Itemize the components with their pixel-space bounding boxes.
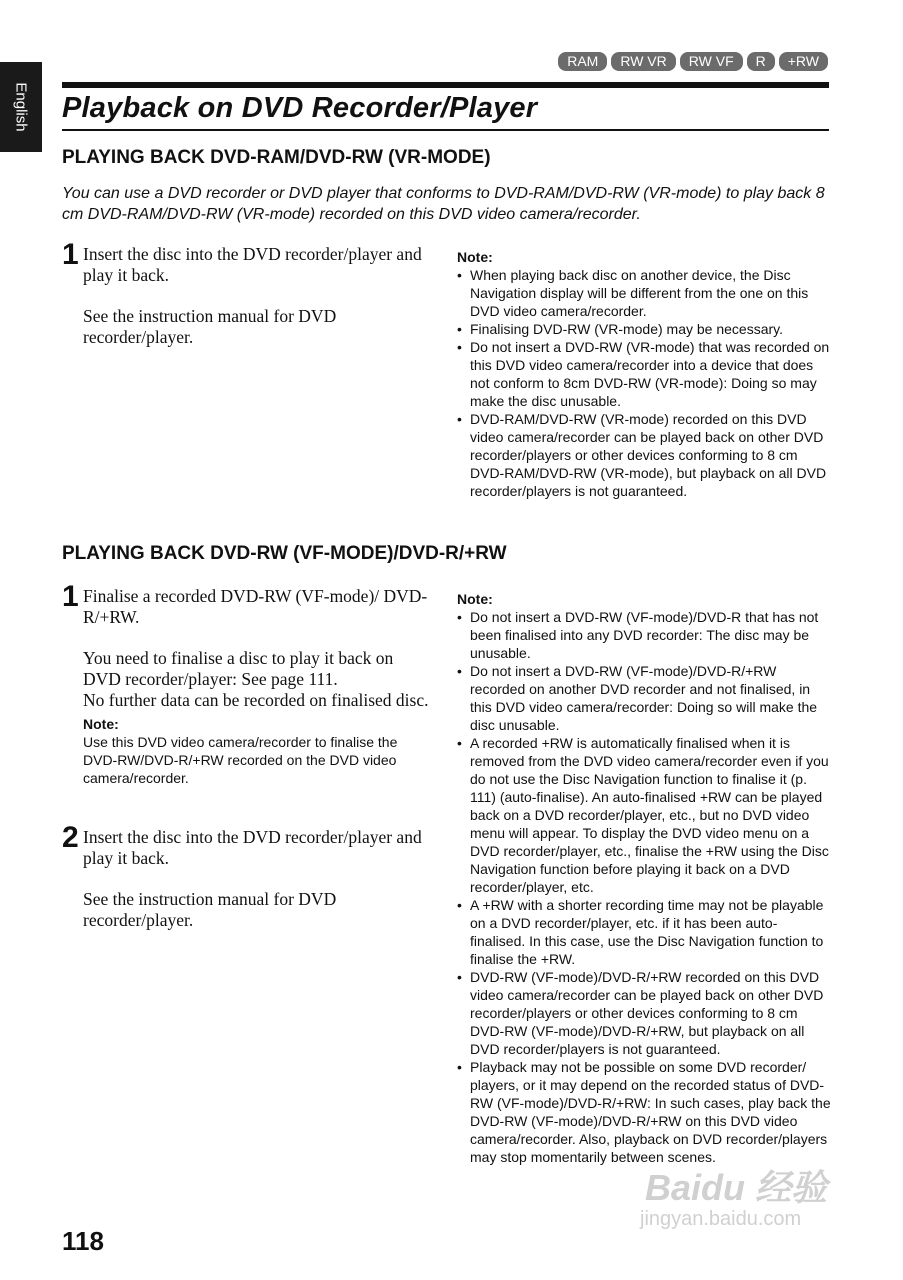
disc-tag-r: R [747, 52, 775, 71]
note-item: • DVD-RW (VF-mode)/DVD-R/+RW recorded on this DVD video camera/recorder can be played back on other DVD recorder/players or other devices conforming to 8 cm DVD-RW (VF-mode)/DVD-R/+RW, but playback on all DVD recorder/players is not guaranteed. [457, 968, 832, 1058]
step-detail-extra: No further data can be recorded on finalised disc. [83, 690, 429, 710]
step-detail: You need to finalise a disc to play it back on DVD recorder/player: See page 111. [83, 648, 394, 689]
disc-type-tags [558, 52, 828, 71]
note-label: Note: [457, 249, 493, 265]
section2-note [457, 590, 832, 1166]
note-label: Note: [83, 716, 119, 732]
step-number: 1 [62, 238, 79, 271]
watermark-url: jingyan.baidu.com [640, 1208, 802, 1230]
section2-step1 [62, 580, 432, 787]
step-detail: See the instruction manual for DVD recorder/player. [83, 306, 337, 347]
title-bar [62, 82, 829, 88]
step-text: Insert the disc into the DVD recorder/player and play it back. [83, 827, 422, 868]
step-detail: See the instruction manual for DVD recorder/player. [83, 889, 337, 930]
title-rule [62, 129, 829, 131]
watermark-main: Baidu 经验 [645, 1167, 828, 1208]
disc-tag-rw-vr: RW VR [611, 52, 675, 71]
note-item: • DVD-RAM/DVD-RW (VR-mode) recorded on this DVD video camera/recorder can be played back on other DVD recorder/players or other devices conforming to 8 cm DVD-RAM/DVD-RW (VR-mode), but playback on all DVD recorder/players is not guaranteed. [457, 410, 832, 500]
disc-tag-rw-vf: RW VF [680, 52, 743, 71]
note-item: • Do not insert a DVD-RW (VF-mode)/DVD-R/+RW recorded on another DVD recorder and not finalised, in this DVD video camera/recorder: Doing so will make the disc unusable. [457, 662, 832, 734]
note-text: Use this DVD video camera/recorder to finalise the DVD-RW/DVD-R/+RW recorded on the DVD video camera/recorder. [83, 734, 398, 786]
section1-heading: PLAYING BACK DVD-RAM/DVD-RW (VR-MODE) [62, 147, 491, 168]
step-text: Insert the disc into the DVD recorder/player and play it back. [83, 244, 422, 285]
section2-step2 [62, 821, 432, 931]
disc-tag-plus-rw: +RW [779, 52, 828, 71]
step-number: 1 [62, 580, 79, 613]
page-title: Playback on DVD Recorder/Player [62, 92, 538, 124]
step-text: Finalise a recorded DVD-RW (VF-mode)/ DVD-R/+RW. [83, 586, 428, 627]
language-tab [0, 62, 42, 152]
disc-tag-ram: RAM [558, 52, 607, 71]
section1-note [457, 248, 832, 500]
note-item: • Finalising DVD-RW (VR-mode) may be necessary. [457, 320, 832, 338]
language-tab-label: English [12, 82, 30, 132]
section1-intro: You can use a DVD recorder or DVD player that conforms to DVD-RAM/DVD-RW (VR-mode) to play back 8 cm DVD-RAM/DVD-RW (VR-mode) recorded on this DVD video camera/recorder. [62, 185, 825, 223]
note-item: • When playing back disc on another device, the Disc Navigation display will be different from the one on this DVD video camera/recorder. [457, 266, 832, 320]
page-number: 118 [62, 1226, 104, 1256]
note-item: • Playback may not be possible on some DVD recorder/ players, or it may depend on the recorded status of DVD-RW (VF-mode)/DVD-R/+RW: In such cases, play back the DVD-RW (VF-mode)/DVD-R/+RW on this DVD video camera/recorder. Also, playback on DVD recorder/players may stop momentarily between scenes. [457, 1058, 832, 1166]
step-inline-note [83, 715, 432, 787]
note-item: • A recorded +RW is automatically finalised when it is removed from the DVD video camera/recorder even if you do not use the Disc Navigation function to finalise it (p. 111) (auto-finalise). An auto-finalised +RW can be played back on a DVD recorder/player, etc., but no DVD video menu will appear. To display the DVD video menu on a DVD recorder/player, etc., finalise the +RW using the Disc Navigation function before playing it back on a DVD recorder/player, etc. [457, 734, 832, 896]
note-item: • A +RW with a shorter recording time may not be playable on a DVD recorder/player, etc. if it has been auto-finalised. In this case, use the Disc Navigation function to finalise the +RW. [457, 896, 832, 968]
watermark [640, 1160, 860, 1240]
note-item: • Do not insert a DVD-RW (VR-mode) that was recorded on this DVD video camera/recorder into a device that does not conform to 8cm DVD-RW (VR-mode): Doing so may make the disc unusable. [457, 338, 832, 410]
note-item: • Do not insert a DVD-RW (VF-mode)/DVD-R that has not been finalised into any DVD recorder: The disc may be unusable. [457, 608, 832, 662]
note-label: Note: [457, 591, 493, 607]
section1-step1 [62, 238, 432, 348]
step-number: 2 [62, 821, 79, 854]
section2-heading: PLAYING BACK DVD-RW (VF-MODE)/DVD-R/+RW [62, 543, 507, 564]
